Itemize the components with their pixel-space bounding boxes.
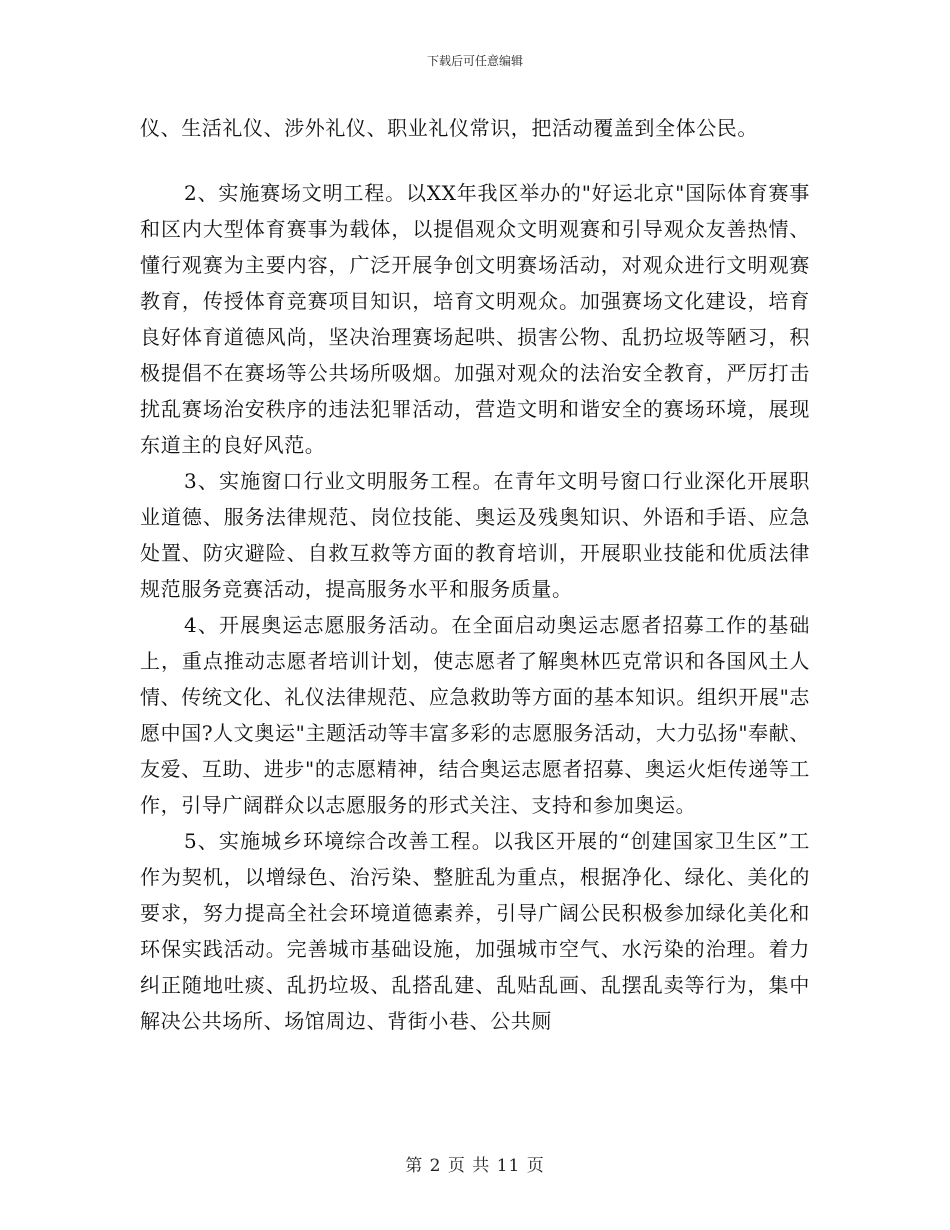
page-number-footer: 第 2 页 共 11 页 bbox=[405, 1156, 545, 1176]
paragraph-item-2: 2、实施赛场文明工程。以XX年我区举办的"好运北京"国际体育赛事和区内大型体育赛事为载体，以提倡观众文明观赛和引导观众友善热情、懂行观赛为主要内容，广泛开展争创文明赛场活动，对观众进行文明观赛教育，传授体育竞赛项目知识，培育文明观众。加强赛场文化建设，培育良好体育道德风尚，坚决治理赛场起哄、损害公物、乱扔垃圾等陋习，积极提倡不在赛场等公共场所吸烟。加强对观众的法治安全教育，严厉打击扰乱赛场治安秩序的违法犯罪活动，营造文明和谐安全的赛场环境，展现东道主的良好风范。 bbox=[140, 181, 810, 457]
paragraph-item-4: 4、开展奥运志愿服务活动。在全面启动奥运志愿者招募工作的基础上，重点推动志愿者培训计划，使志愿者了解奥林匹克常识和各国风土人情、传统文化、礼仪法律规范、应急救助等方面的基本知识。组织开展"志愿中国?人文奥运"主题活动等丰富多彩的志愿服务活动，大力弘扬"奉献、友爱、互助、进步"的志愿精神，结合奥运志愿者招募、奥运火炬传递等工作，引导广阔群众以志愿服务的形式关注、支持和参加奥运。 bbox=[140, 613, 810, 817]
paragraph-item-3: 3、实施窗口行业文明服务工程。在青年文明号窗口行业深化开展职业道德、服务法律规范、岗位技能、奥运及残奥知识、外语和手语、应急处置、防灾避险、自救互救等方面的教育培训，开展职业技能和优质法律规范服务竞赛活动，提高服务水平和服务质量。 bbox=[140, 469, 810, 601]
page-header-note: 下载后可任意编辑 bbox=[426, 54, 523, 68]
document-body bbox=[140, 110, 810, 1039]
paragraph-item-5: 5、实施城乡环境综合改善工程。以我区开展的“创建国家卫生区”工作为契机，以增绿色、治污染、整脏乱为重点，根据净化、绿化、美化的要求，努力提高全社会环境道德素养，引导广阔公民积极参加绿化美化和环保实践活动。完善城市基础设施，加强城市空气、水污染的治理。着力纠正随地吐痰、乱扔垃圾、乱搭乱建、乱贴乱画、乱摆乱卖等行为，集中解决公共场所、场馆周边、背街小巷、公共厕 bbox=[140, 829, 810, 1033]
paragraph-continuation: 仪、生活礼仪、涉外礼仪、职业礼仪常识，把活动覆盖到全体公民。 bbox=[140, 116, 758, 140]
